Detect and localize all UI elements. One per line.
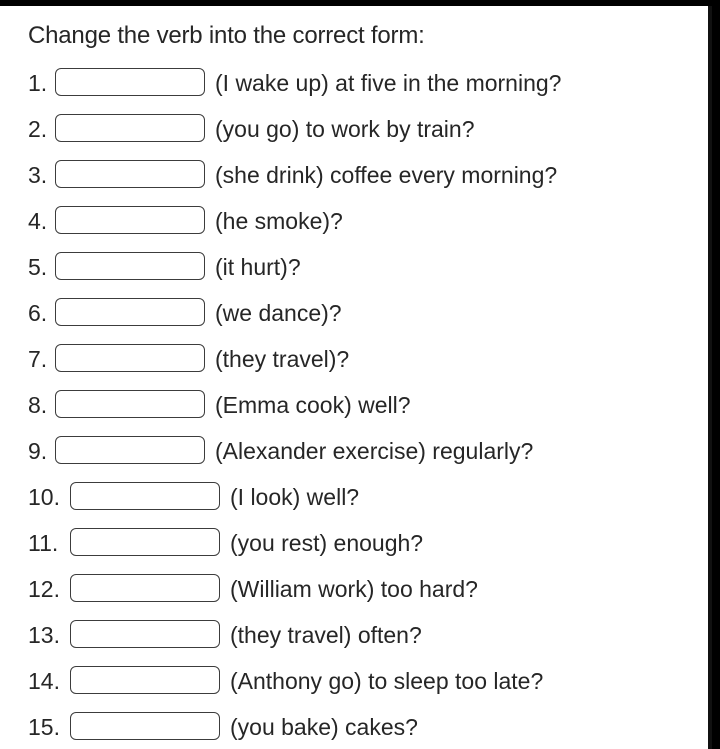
- answer-input[interactable]: [70, 666, 220, 694]
- item-number: 7.: [28, 346, 48, 372]
- item-number: 11.: [28, 530, 59, 556]
- answer-input[interactable]: [55, 298, 205, 326]
- item-prompt: (he smoke)?: [215, 208, 343, 234]
- exercise-row: [0, 664, 700, 700]
- exercise-row: [0, 572, 700, 608]
- exercise-row: [0, 618, 700, 654]
- item-number: 12.: [28, 576, 60, 602]
- instruction-text: Change the verb into the correct form:: [28, 22, 425, 49]
- item-number: 1.: [28, 70, 48, 96]
- item-prompt: (you go) to work by train?: [215, 116, 475, 142]
- item-prompt: (we dance)?: [215, 300, 342, 326]
- item-number: 14.: [28, 668, 60, 694]
- exercise-row: [0, 204, 700, 240]
- item-number: 10.: [28, 484, 60, 510]
- item-number: 15.: [28, 714, 60, 740]
- answer-input[interactable]: [55, 344, 205, 372]
- answer-input[interactable]: [70, 574, 220, 602]
- item-prompt: (they travel) often?: [230, 622, 422, 648]
- answer-input[interactable]: [70, 482, 220, 510]
- item-prompt: (I look) well?: [230, 484, 360, 510]
- exercise-row: [0, 66, 700, 102]
- exercise-row: [0, 112, 700, 148]
- item-number: 6.: [28, 300, 48, 326]
- answer-input[interactable]: [55, 436, 205, 464]
- item-prompt: (you bake) cakes?: [230, 714, 418, 740]
- exercise-row: [0, 480, 700, 516]
- answer-input[interactable]: [55, 206, 205, 234]
- exercise-row: [0, 296, 700, 332]
- item-number: 13.: [28, 622, 60, 648]
- exercise-row: [0, 526, 700, 562]
- answer-input[interactable]: [70, 712, 220, 740]
- exercise-row: [0, 710, 700, 746]
- answer-input[interactable]: [70, 528, 220, 556]
- item-prompt: (Anthony go) to sleep too late?: [230, 668, 544, 694]
- answer-input[interactable]: [55, 68, 205, 96]
- item-prompt: (Alexander exercise) regularly?: [215, 438, 534, 464]
- exercise-row: [0, 158, 700, 194]
- exercise-row: [0, 342, 700, 378]
- item-number: 3.: [28, 162, 48, 188]
- item-number: 8.: [28, 392, 48, 418]
- exercise-row: [0, 388, 700, 424]
- answer-input[interactable]: [55, 114, 205, 142]
- item-number: 2.: [28, 116, 48, 142]
- answer-input[interactable]: [55, 252, 205, 280]
- item-prompt: (I wake up) at five in the morning?: [215, 70, 562, 96]
- item-number: 9.: [28, 438, 48, 464]
- answer-input[interactable]: [55, 160, 205, 188]
- answer-input[interactable]: [70, 620, 220, 648]
- item-prompt: (you rest) enough?: [230, 530, 424, 556]
- answer-input[interactable]: [55, 390, 205, 418]
- item-prompt: (they travel)?: [215, 346, 350, 372]
- item-prompt: (William work) too hard?: [230, 576, 478, 602]
- worksheet: [0, 6, 712, 749]
- item-prompt: (it hurt)?: [215, 254, 301, 280]
- item-prompt: (Emma cook) well?: [215, 392, 411, 418]
- item-number: 5.: [28, 254, 48, 280]
- exercise-row: [0, 434, 700, 470]
- item-number: 4.: [28, 208, 48, 234]
- item-prompt: (she drink) coffee every morning?: [215, 162, 558, 188]
- exercise-row: [0, 250, 700, 286]
